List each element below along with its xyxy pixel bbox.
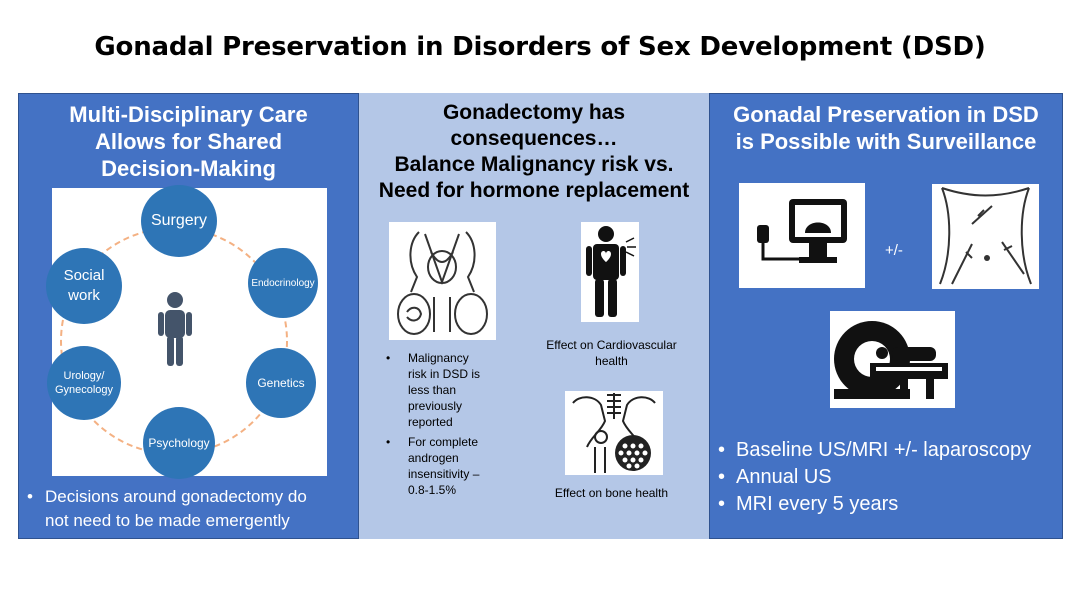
pelvis-bone-icon: [565, 391, 663, 475]
surveillance-panel: [709, 93, 1063, 539]
surveillance-bullet: • MRI every 5 years: [710, 491, 1064, 518]
ultrasound-icon: [739, 183, 865, 288]
surveillance-heading: [710, 101, 1062, 155]
bullet-line: androgen: [408, 451, 459, 465]
bullet-line: reported: [408, 415, 453, 429]
surveillance-bullet: • Baseline US/MRI +/- laparoscopy: [710, 437, 1064, 464]
node-label: Social: [63, 267, 105, 284]
caption-line: Effect on Cardiovascular: [546, 338, 677, 352]
heading-line: Gonadal Preservation in DSD: [733, 102, 1039, 127]
node-label: work: [68, 287, 100, 304]
multidisciplinary-heading: [19, 101, 358, 182]
heading-line: Allows for Shared: [94, 129, 283, 154]
insensitivity-bullet: [382, 434, 507, 498]
node-label: Psychology: [148, 436, 210, 450]
surveillance-bullet: • Annual US: [710, 464, 1064, 491]
cycle-node-surgery: [141, 185, 217, 257]
heading-line: Decision-Making: [101, 156, 276, 181]
gonad-anatomy-icon: [389, 222, 496, 340]
cycle-node-endocrinology: [248, 248, 318, 318]
decision-bullets: [19, 485, 360, 533]
laparoscopy-icon: [932, 184, 1039, 289]
care-team-cycle: [52, 188, 327, 476]
bullet-line: • For complete: [408, 435, 479, 449]
gonadectomy-heading: [359, 100, 709, 204]
heart-person-icon: [581, 222, 639, 322]
gonadectomy-panel: [359, 93, 709, 539]
node-label: Urology/: [63, 370, 105, 382]
bullet-line: 0.8-1.5%: [408, 483, 457, 497]
bullet-line: Decisions around gonadectomy do: [45, 487, 307, 506]
caption-line: health: [595, 354, 628, 368]
bullet-line: previously: [408, 399, 463, 413]
cycle-node-psychology: [143, 407, 215, 479]
heading-line: consequences…: [450, 127, 618, 150]
heading-line: is Possible with Surveillance: [735, 129, 1037, 154]
heading-line: Multi-Disciplinary Care: [69, 102, 308, 127]
node-label: Genetics: [257, 376, 305, 390]
bullet-line: not need to be made emergently: [45, 511, 290, 530]
bone-caption: Effect on bone health: [554, 486, 669, 500]
plus-minus-label: +/-: [885, 242, 903, 259]
cycle-node-social-work: [46, 248, 122, 324]
heading-line: Balance Malignancy risk vs.: [394, 153, 674, 176]
bullet-line: risk in DSD is: [408, 367, 481, 381]
surveillance-bullets: [710, 437, 1064, 518]
cycle-node-genetics: [246, 348, 316, 418]
multidisciplinary-panel: [18, 93, 359, 539]
cycle-node-urology: [47, 346, 121, 420]
heading-line: Need for hormone replacement: [378, 179, 690, 202]
person-icon: [158, 292, 192, 366]
malignancy-bullets: [382, 350, 507, 498]
mri-scanner-icon: [830, 311, 955, 408]
node-label: Surgery: [150, 212, 208, 229]
heading-line: Gonadectomy has: [442, 101, 626, 124]
cardio-caption: [539, 337, 684, 369]
bullet-line: • Malignancy: [408, 351, 469, 365]
decision-bullet: [19, 485, 360, 533]
page-title: Gonadal Preservation in Disorders of Sex Development (DSD): [94, 32, 986, 62]
malignancy-bullet: [382, 350, 507, 430]
node-label: Endocrinology: [251, 277, 315, 289]
bullet-line: insensitivity –: [408, 467, 480, 481]
bullet-line: less than: [408, 383, 457, 397]
node-label: Gynecology: [54, 384, 114, 396]
